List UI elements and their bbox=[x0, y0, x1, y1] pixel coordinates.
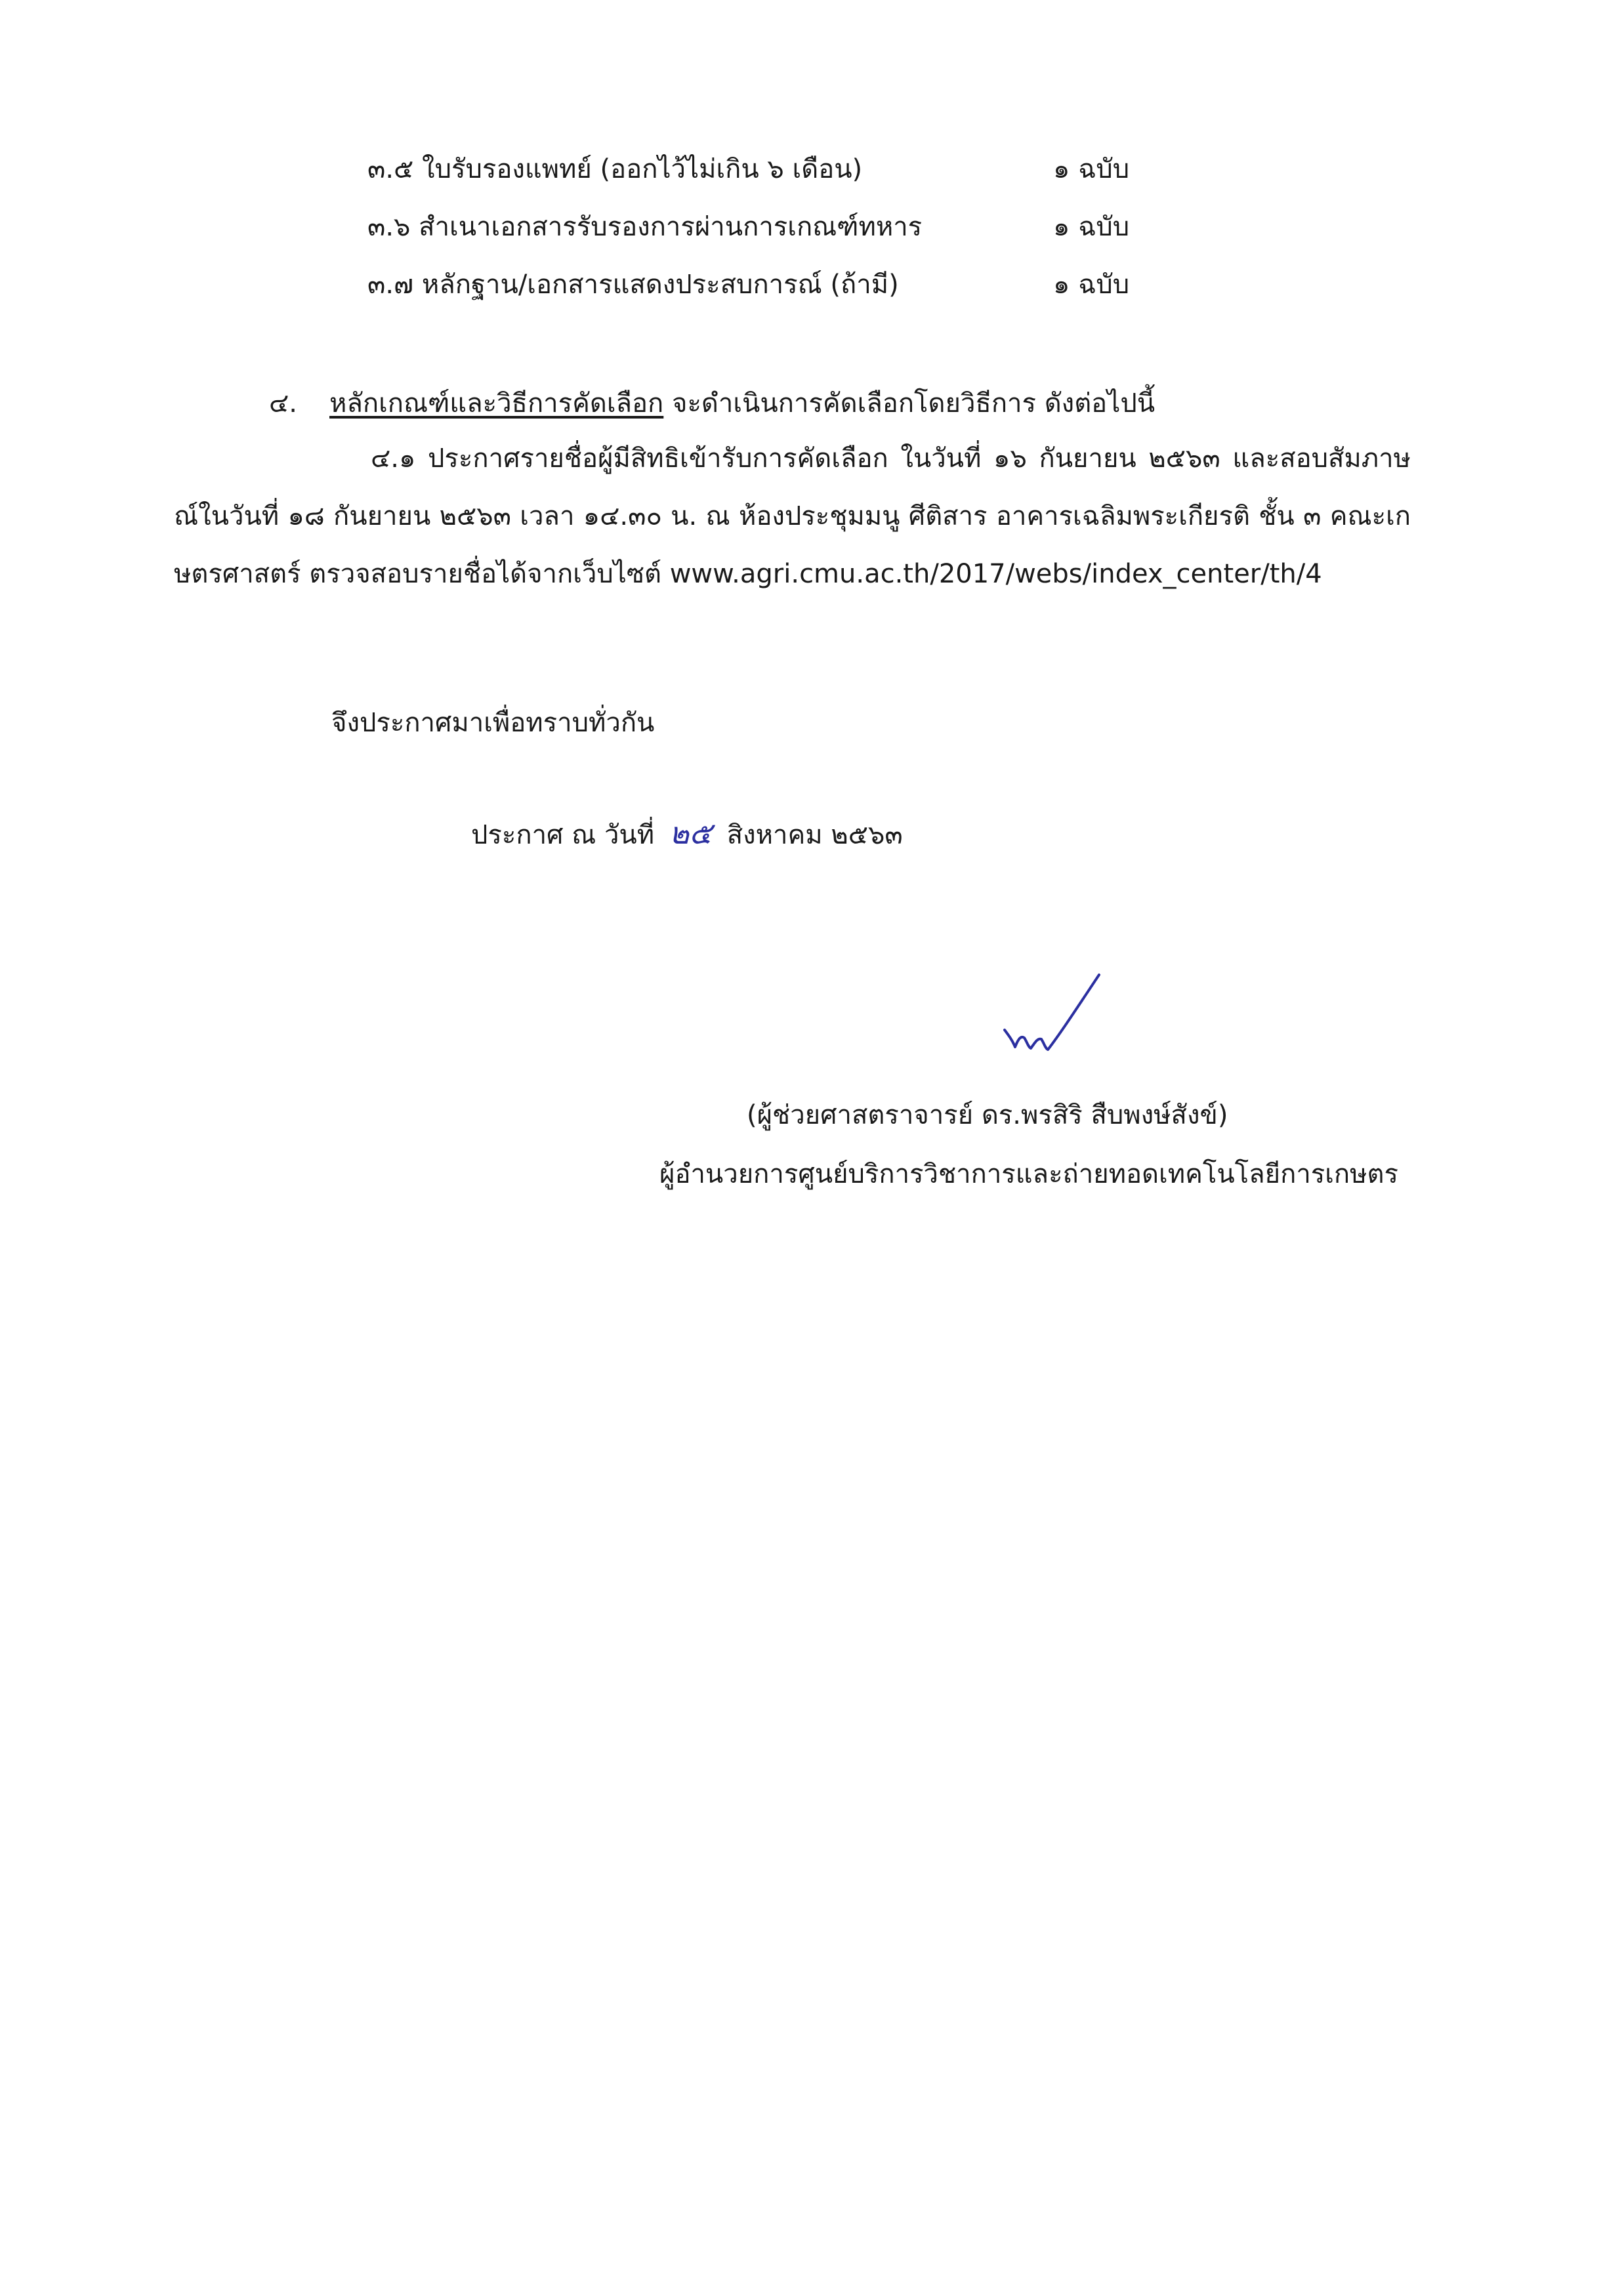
announcement-date bbox=[471, 813, 903, 855]
signer-title: ผู้อำนวยการศูนย์บริการวิชาการและถ่ายทอดเทคโนโลยีการเกษตร bbox=[659, 1159, 1398, 1189]
section-4-intro: จะดำเนินการคัดเลือกโดยวิธีการ ดังต่อไปนี้ bbox=[672, 388, 1156, 419]
document-item-3-6-qty: ๑ ฉบับ bbox=[1053, 212, 1130, 242]
handwritten-signature bbox=[1001, 970, 1106, 1061]
section-4-heading-line bbox=[269, 384, 1155, 423]
closing-statement: จึงประกาศมาเพื่อทราบทั่วกัน bbox=[331, 708, 655, 738]
document-item-3-7-qty: ๑ ฉบับ bbox=[1053, 270, 1130, 300]
announcement-prefix: ประกาศ ณ วันที่ bbox=[471, 820, 655, 850]
announcement-month-year: สิงหาคม ๒๕๖๓ bbox=[726, 820, 903, 850]
document-item-3-5: ๓.๕ ใบรับรองแพทย์ (ออกไว้ไม่เกิน ๖ เดือน) bbox=[367, 154, 863, 184]
signer-name: (ผู้ช่วยศาสตราจารย์ ดร.พรสิริ สืบพงษ์สังข์) bbox=[747, 1100, 1228, 1130]
document-item-3-5-qty: ๑ ฉบับ bbox=[1053, 154, 1130, 184]
section-4-1-paragraph: ๔.๑ ประกาศรายชื่อผู้มีสิทธิเข้ารับการคัดเลือก ในวันที่ ๑๖ กันยายน ๒๕๖๓ และสอบสัมภาษณ์ในวันที่ ๑๘ กันยายน ๒๕๖๓ เวลา ๑๔.๓๐ น. ณ ห้องประชุมมนู ศีติสาร อาคารเฉลิมพระเกียรติ ชั้น ๓ คณะเกษตรศาสตร์ ตรวจสอบรายชื่อได้จากเว็บไซต์ www.agri.cmu.ac.th/2017/webs/index_center/th/4 bbox=[174, 443, 1411, 589]
section-4-number: ๔. bbox=[269, 388, 297, 419]
document-item-3-6: ๓.๖ สำเนาเอกสารรับรองการผ่านการเกณฑ์ทหาร bbox=[367, 212, 923, 242]
section-4-heading: หลักเกณฑ์และวิธีการคัดเลือก bbox=[329, 388, 664, 419]
document-item-3-7: ๓.๗ หลักฐาน/เอกสารแสดงประสบการณ์ (ถ้ามี) bbox=[367, 270, 899, 300]
handwritten-day: ๒๕ bbox=[669, 815, 712, 851]
